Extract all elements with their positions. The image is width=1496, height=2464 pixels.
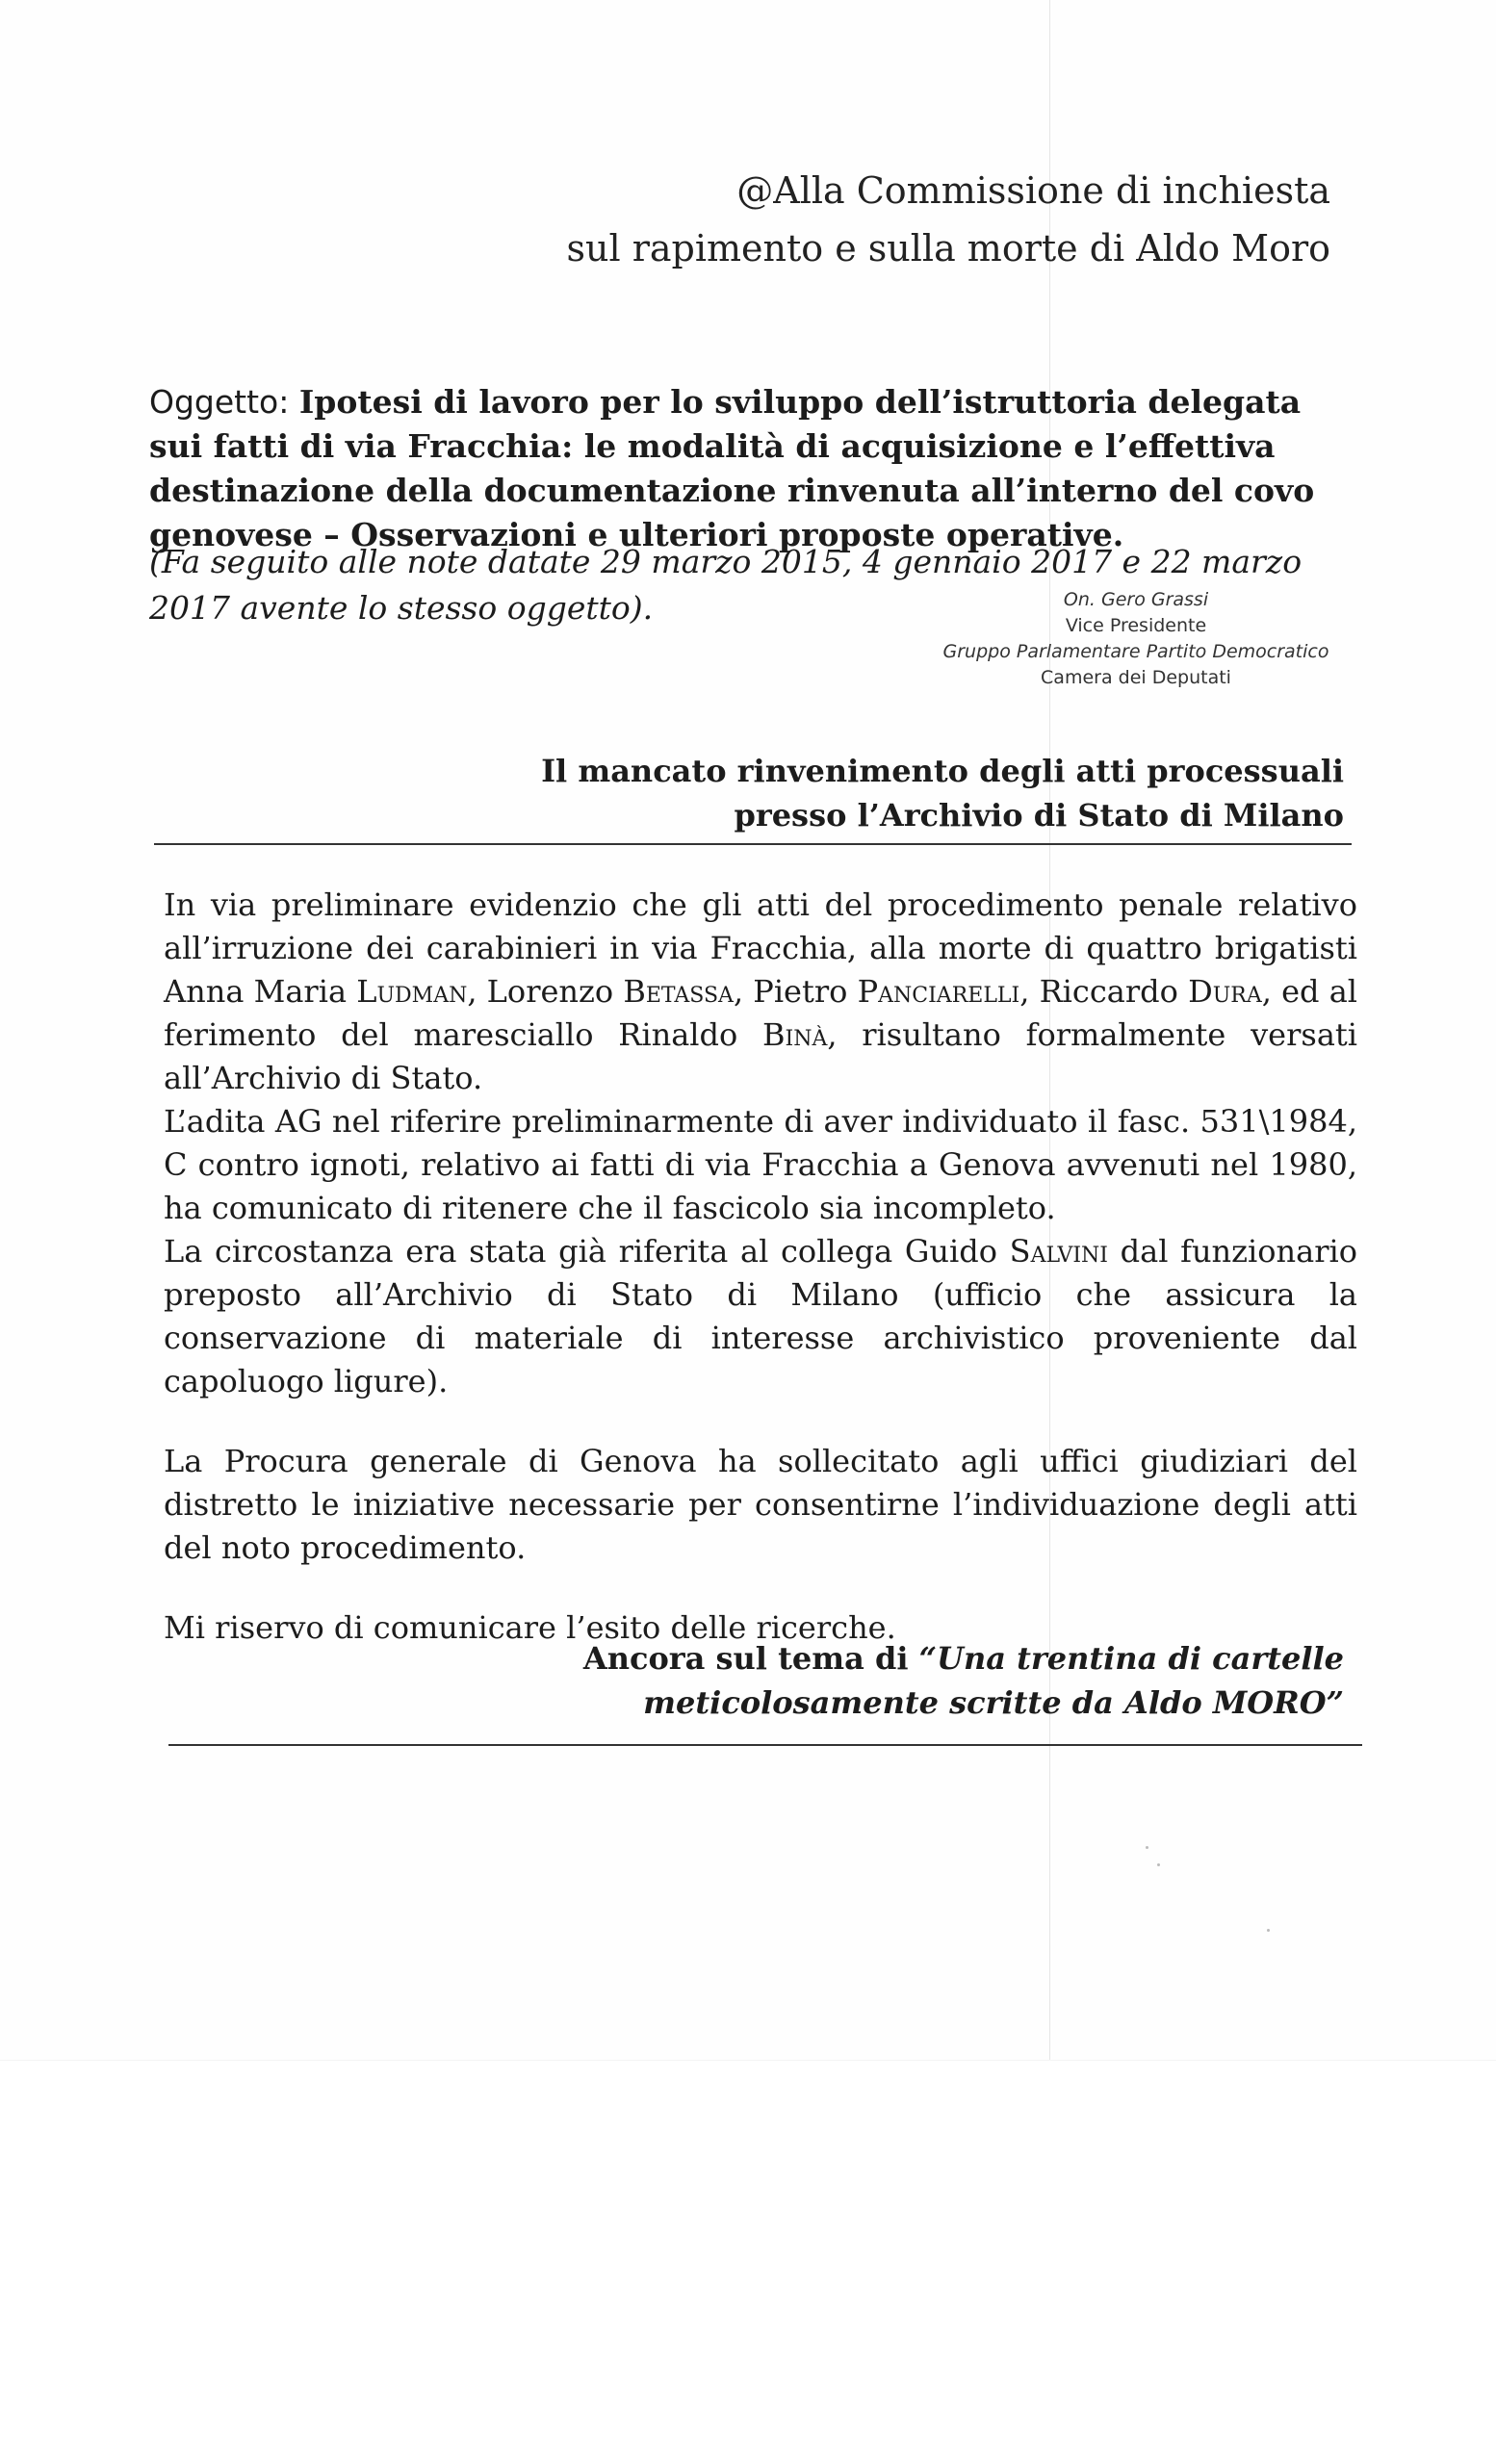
section2-heading-line-1: Ancora sul tema di “Una trentina di cartelle <box>582 1640 1344 1677</box>
scan-speck <box>1267 1929 1270 1932</box>
name-salvini: Salvini <box>1009 1233 1108 1270</box>
subject-label: Oggetto: <box>149 383 290 421</box>
name-bina: Binà <box>762 1016 828 1053</box>
scan-speck <box>1146 1846 1148 1849</box>
stamp-group: Gruppo Parlamentare Partito Democratico <box>942 641 1329 662</box>
addressee-block <box>567 162 1331 277</box>
paragraph-2: L’adita AG nel riferire preliminarmente di aver individuato il fasc. 531\1984, C contro ignoti, relativo ai fatti di via Fracchia a Genova avvenuti nel 1980, ha comunicato di ritenere che il fascicolo sia incompleto. <box>164 1103 1357 1226</box>
name-panciarelli: Panciarelli <box>857 973 1020 1010</box>
stamp-chamber: Camera dei Deputati <box>1041 667 1231 688</box>
section-heading-archivio <box>541 749 1344 837</box>
section-heading-line-2: presso l’Archivio di Stato di Milano <box>734 797 1344 834</box>
addressee-line-1: @Alla Commissione di inchiesta <box>736 169 1330 212</box>
paragraph-3: La circostanza era stata già riferita al collega Guido Salvini dal funzionario preposto all’Archivio di Stato di Milano (ufficio che assicura la conservazione di materiale di interesse archivistico proveniente dal capoluogo ligure). <box>164 1233 1358 1399</box>
signature-stamp <box>895 587 1377 691</box>
stamp-name: On. Gero Grassi <box>1063 589 1209 610</box>
stamp-role: Vice Presidente <box>1065 615 1207 636</box>
addressee-line-2: sul rapimento e sulla morte di Aldo Moro <box>566 227 1330 270</box>
paragraph-1: In via preliminare evidenzio che gli atti del procedimento penale relativo all’irruzione dei carabinieri in via Fracchia, alla morte di quattro brigatisti Anna Maria Ludman, Lorenzo Betassa, Pietro Panciarelli, Riccardo Dura, ed al ferimento del maresciallo Rinaldo Binà, risultano formalmente versati all’Archivio di Stato. <box>164 886 1358 1096</box>
section2-divider <box>168 1744 1362 1746</box>
name-ludman: Ludman <box>356 973 468 1010</box>
paragraph-5: Mi riservo di comunicare l’esito delle ricerche. <box>164 1609 896 1646</box>
reference-note-text: (Fa seguito alle note datate 29 marzo 2015, 4 gennaio 2017 e 22 marzo 2017 avente lo stesso oggetto). <box>149 543 1303 627</box>
scan-speck <box>1157 1863 1160 1866</box>
name-dura: Dura <box>1188 973 1262 1010</box>
subject-block <box>149 380 1343 557</box>
subject-text: Ipotesi di lavoro per lo sviluppo dell’istruttoria delegata sui fatti di via Fracchia: le modalità di acquisizione e l’effettiva destinazione della documentazione rinvenuta all’interno del covo genovese – Osservazioni e ulteriori proposte operative. <box>149 383 1315 553</box>
paragraph-4: La Procura generale di Genova ha sollecitato agli uffici giudiziari del distretto le iniziative necessarie per consentirne l’individuazione degli atti del noto procedimento. <box>164 1443 1357 1566</box>
name-betassa: Betassa <box>623 973 734 1010</box>
section2-heading-line-2: meticolosamente scritte da Aldo MORO” <box>643 1684 1344 1721</box>
section-heading-line-1: Il mancato rinvenimento degli atti processuali <box>541 753 1344 789</box>
body-text <box>164 884 1357 1650</box>
section-heading-cartelle <box>583 1636 1344 1725</box>
section-divider <box>154 843 1352 845</box>
